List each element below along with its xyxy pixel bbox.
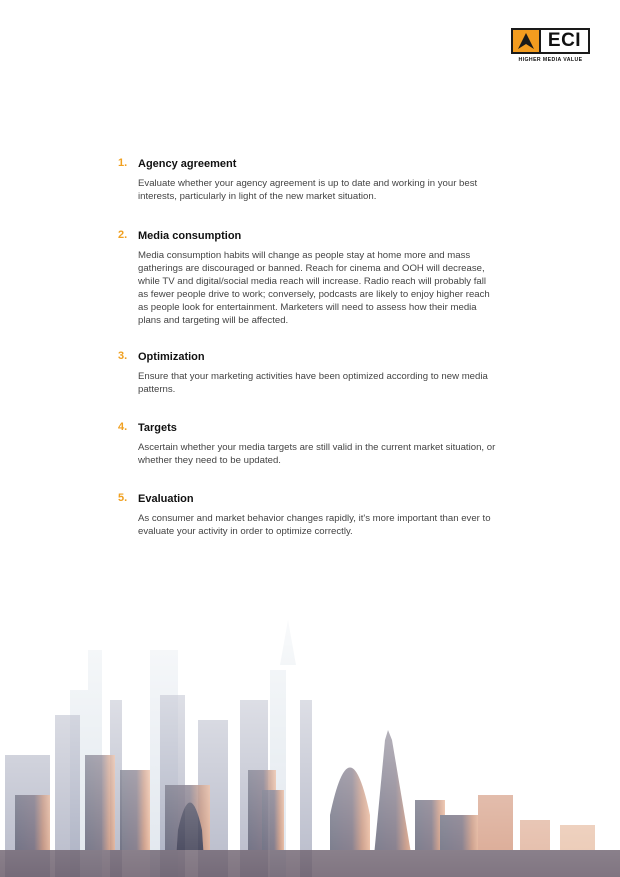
city-skyline-image: [0, 560, 620, 877]
logo-tagline: HIGHER MEDIA VALUE: [518, 57, 583, 63]
item-title: Optimization: [138, 351, 205, 363]
item-title: Evaluation: [138, 493, 194, 505]
logo-wordmark: ECI: [541, 30, 588, 52]
item-body: As consumer and market behavior changes rapidly, it's more important than ever to evaluate your activity in order to optimize correctly.: [138, 513, 491, 537]
item-title: Targets: [138, 422, 177, 434]
list-item: [118, 492, 498, 538]
arrow-a-icon: [513, 30, 539, 52]
item-title: Media consumption: [138, 230, 242, 242]
item-title: Agency agreement: [138, 158, 237, 170]
item-number: 5.: [118, 492, 128, 504]
item-number: 3.: [118, 350, 128, 362]
eci-logo: [511, 28, 590, 63]
item-body: Media consumption habits will change as people stay at home more and mass gatherings are discouraged or banned. Reach for cinema and OOH will decrease, while TV and digital/social media reach will increase. Radio reach will probably fall as fewer people drive to work; conversely, podcasts are likely to enjoy higher reach as people look for entertainment. Marketers will need to assess how their media plans and targeting will be affected.: [138, 250, 490, 326]
item-number: 1.: [118, 157, 128, 169]
item-body: Ascertain whether your media targets are still valid in the current market situation, or whether they need to be updated.: [138, 442, 496, 466]
item-body: Evaluate whether your agency agreement is up to date and working in your best interests, particularly in light of the new market situation.: [138, 178, 478, 202]
item-number: 2.: [118, 229, 128, 241]
list-item: [118, 229, 498, 350]
list-item: [118, 421, 498, 492]
checklist: [118, 157, 498, 538]
logo-box: [511, 28, 590, 54]
item-body: Ensure that your marketing activities have been optimized according to new media patterns.: [138, 371, 488, 395]
list-item: [118, 157, 498, 229]
item-number: 4.: [118, 421, 128, 433]
list-item: [118, 350, 498, 421]
